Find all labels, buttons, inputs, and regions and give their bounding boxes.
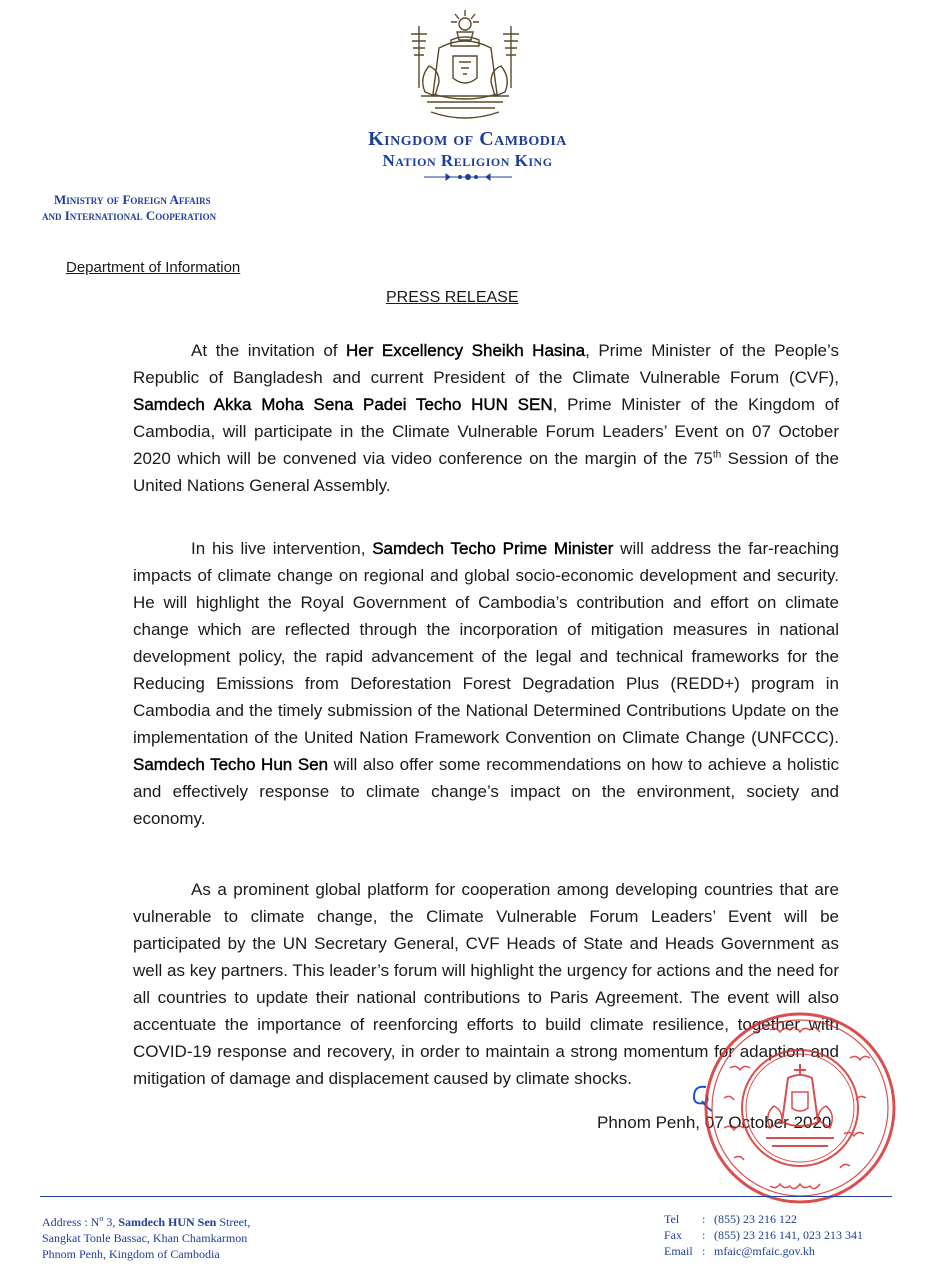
text-run: Session of the United Nations General Assembly. (133, 449, 839, 495)
ministry-line-2: and International Cooperation (42, 208, 217, 223)
contact-tel: Tel : (855) 23 216 122 (664, 1212, 797, 1226)
text-run: , Prime Minister of the Kingdom of Cambodia, will participate in the Climate Vulnerable Forum Leaders’ Event on 07 October 2020 which will be convened via video conference on the margin of the 75 (133, 395, 839, 468)
text-run: Address : N (42, 1215, 100, 1229)
address-line-3: Phnom Penh, Kingdom of Cambodia (42, 1247, 220, 1261)
contact-email: Email : mfaic@mfaic.gov.kh (664, 1244, 815, 1258)
bold-name: Her Excellency Sheikh Hasina (346, 341, 586, 360)
contact-value: (855) 23 216 122 (714, 1212, 797, 1226)
footer-divider (40, 1196, 892, 1197)
bold-name: Samdech Akka Moha Sena Padei Techo HUN SEN (133, 395, 553, 414)
superscript: o (99, 1214, 104, 1223)
text-run: Street, (216, 1215, 251, 1229)
kingdom-motto: Nation Religion King (382, 151, 553, 170)
bold-name: Samdech Techo Prime Minister (372, 539, 614, 558)
address-line-2: Sangkat Tonle Bassac, Khan Chamkarmon (42, 1231, 248, 1245)
bold-name: Samdech Techo Hun Sen (133, 755, 329, 774)
document-title: PRESS RELEASE (386, 289, 519, 306)
ornament-divider-icon (424, 171, 512, 183)
text-run: 3, (103, 1215, 119, 1229)
dateline: Phnom Penh, 07 October 2020 (597, 1113, 832, 1132)
text-run: , Prime Minister of the People’s Republic of Bangladesh and current President of the Climate Vulnerable Forum (CVF), (133, 341, 839, 387)
ministry-line-1: Ministry of Foreign Affairs (54, 192, 211, 207)
contact-fax: Fax : (855) 23 216 141, 023 213 341 (664, 1228, 863, 1242)
kingdom-title: Kingdom of Cambodia (368, 128, 567, 150)
contact-label: Fax (664, 1228, 682, 1242)
paragraph-2 (133, 535, 839, 832)
contact-label: Email (664, 1244, 693, 1258)
department-label: Department of Information (66, 259, 241, 276)
official-seal-stamp-icon (700, 1008, 900, 1208)
text-run: At the invitation of (191, 341, 347, 360)
contact-value: (855) 23 216 141, 023 213 341 (714, 1228, 863, 1242)
superscript: th (712, 449, 722, 461)
ministry-name (42, 192, 322, 224)
royal-coat-of-arms-icon (405, 8, 525, 123)
text-run: will also offer some recommendations on how to achieve a holistic and effectively response to climate change’s impact on the environment, society and economy. (133, 755, 840, 828)
text-run: will address the far-reaching impacts of climate change on regional and global socio-economic development and security. He will highlight the Royal Government of Cambodia’s contribution and effort on climate change which are reflected through the incorporation of mitigation measures in national development policy, the rapid advancement of the legal and technical frameworks for the Reducing Emissions from Deforestation Forest Degradation Plus (REDD+) program in Cambodia and the timely submission of the National Determined Contributions Update on the implementation of the United Nation Framework Convention on Climate Change (UNFCCC). (133, 539, 840, 747)
contact-label: Tel (664, 1212, 680, 1226)
address-line-1 (42, 1211, 362, 1230)
footer-contacts (664, 1211, 904, 1259)
footer-address (42, 1211, 362, 1262)
contact-value[interactable]: mfaic@mfaic.gov.kh (714, 1244, 815, 1258)
paragraph-1 (133, 337, 839, 499)
kingdom-header (300, 127, 635, 171)
text-run: In his live intervention, (191, 539, 373, 558)
bold-street-name: Samdech HUN Sen (118, 1215, 217, 1229)
text-run: As a prominent global platform for cooperation among developing countries that are vulnerable to climate change, the Climate Vulnerable Forum Leaders’ Event will be participated by the UN Secretary General, CVF Heads of State and Heads Government as well as key partners. This leader’s forum will highlight the urgency for actions and the need for all countries to update their national contributions to Paris Agreement. The event will also accentuate the importance of reenforcing efforts to build climate resilience, together with COVID-19 response and recovery, in order to maintain a strong momentum for adaption and mitigation of damage and displacement caused by climate shocks. (133, 880, 839, 1088)
